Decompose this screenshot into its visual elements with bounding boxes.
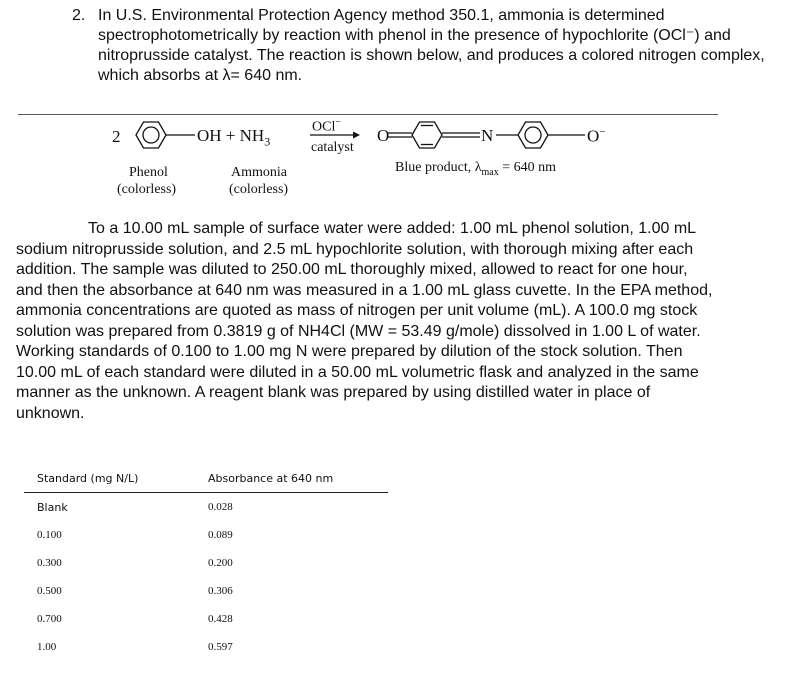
quinone-oxygen: O — [377, 126, 390, 145]
phenolate-oxygen — [587, 126, 606, 147]
table-cell-absorbance: 0.200 — [208, 557, 233, 569]
oh-nh3-label — [197, 126, 270, 149]
reaction-coefficient: 2 — [112, 127, 121, 146]
reaction-scheme — [0, 0, 811, 210]
table-cell-standard: 0.300 — [37, 557, 62, 569]
phenol-state: (colorless) — [117, 182, 177, 197]
table-cell-absorbance: 0.306 — [208, 585, 233, 597]
column-header-absorbance: Absorbance at 640 nm — [208, 472, 334, 485]
table-cell-absorbance: 0.428 — [208, 613, 233, 625]
ocl-text: OCl — [312, 119, 336, 135]
phenolate-charge: − — [599, 126, 606, 138]
procedure-paragraph — [16, 219, 716, 424]
ammonia-state: (colorless) — [229, 182, 289, 197]
table-cell-standard: Blank — [37, 501, 68, 514]
table-cell-absorbance: 0.028 — [208, 501, 233, 513]
table-cell-standard: 1.00 — [37, 641, 57, 653]
ammonia-name: Ammonia — [231, 165, 287, 180]
question-text: In U.S. Environmental Protection Agency method 350.1, ammonia is determined spectrophotometrically by reaction with phenol in the presence of hypochlorite (OCl⁻) and nitroprusside catalyst. The reaction is shown below, and produces a colored nitrogen complex, which absorbs at λ= 640 nm. — [98, 7, 765, 84]
product-text: Blue product, λ — [395, 160, 482, 175]
table-cell-standard: 0.100 — [37, 529, 62, 541]
reagent-ocl — [312, 117, 341, 136]
lambda-max-subscript: max — [481, 166, 499, 178]
column-header-standard: Standard (mg N/L) — [37, 472, 139, 485]
ocl-charge: − — [335, 117, 341, 128]
table-cell-absorbance: 0.597 — [208, 641, 233, 653]
reagent-catalyst: catalyst — [311, 140, 354, 155]
nitrogen-atom: N — [481, 126, 494, 145]
phenol-ring-icon — [136, 122, 195, 148]
phenolate-ring-icon — [496, 122, 585, 148]
phenol-name: Phenol — [129, 165, 168, 180]
phenolate-o-text: O — [587, 126, 600, 146]
table-cell-standard: 0.500 — [37, 585, 62, 597]
table-header-rule — [24, 492, 388, 493]
table-cell-standard: 0.700 — [37, 613, 62, 625]
oh-nh3-text: OH + NH — [197, 126, 265, 145]
procedure-text: To a 10.00 mL sample of surface water were added: 1.00 mL phenol solution, 1.00 mL sodium nitroprusside solution, and 2.5 mL hypochlorite solution, with thorough mixing after each addition. The sample was diluted to 250.00 mL thoroughly mixed, allowed to react for one hour, and then the absorbance at 640 nm was measured in a 1.00 mL glass cuvette. In the EPA method, ammonia concentrations are quoted as mass of nitrogen per unit volume (mL). A 100.0 mg stock solution was prepared from 0.3819 g of NH4Cl (MW = 53.49 g/mole) dissolved in 1.00 L of water. Working standards of 0.100 to 1.00 mg N were prepared by dilution of the stock solution. Then 10.00 mL of each standard were diluted in a 50.00 mL volumetric flask and analyzed in the same manner as the unknown. A reagent blank was prepared by using distilled water in place of unknown. — [16, 220, 713, 422]
question-number: 2. — [72, 7, 86, 24]
quinone-ring-icon — [387, 122, 480, 148]
table-cell-absorbance: 0.089 — [208, 529, 233, 541]
product-wavelength: = 640 nm — [498, 160, 557, 175]
nh3-subscript: 3 — [264, 134, 271, 149]
product-label — [395, 160, 556, 178]
reaction-structures — [0, 0, 811, 210]
